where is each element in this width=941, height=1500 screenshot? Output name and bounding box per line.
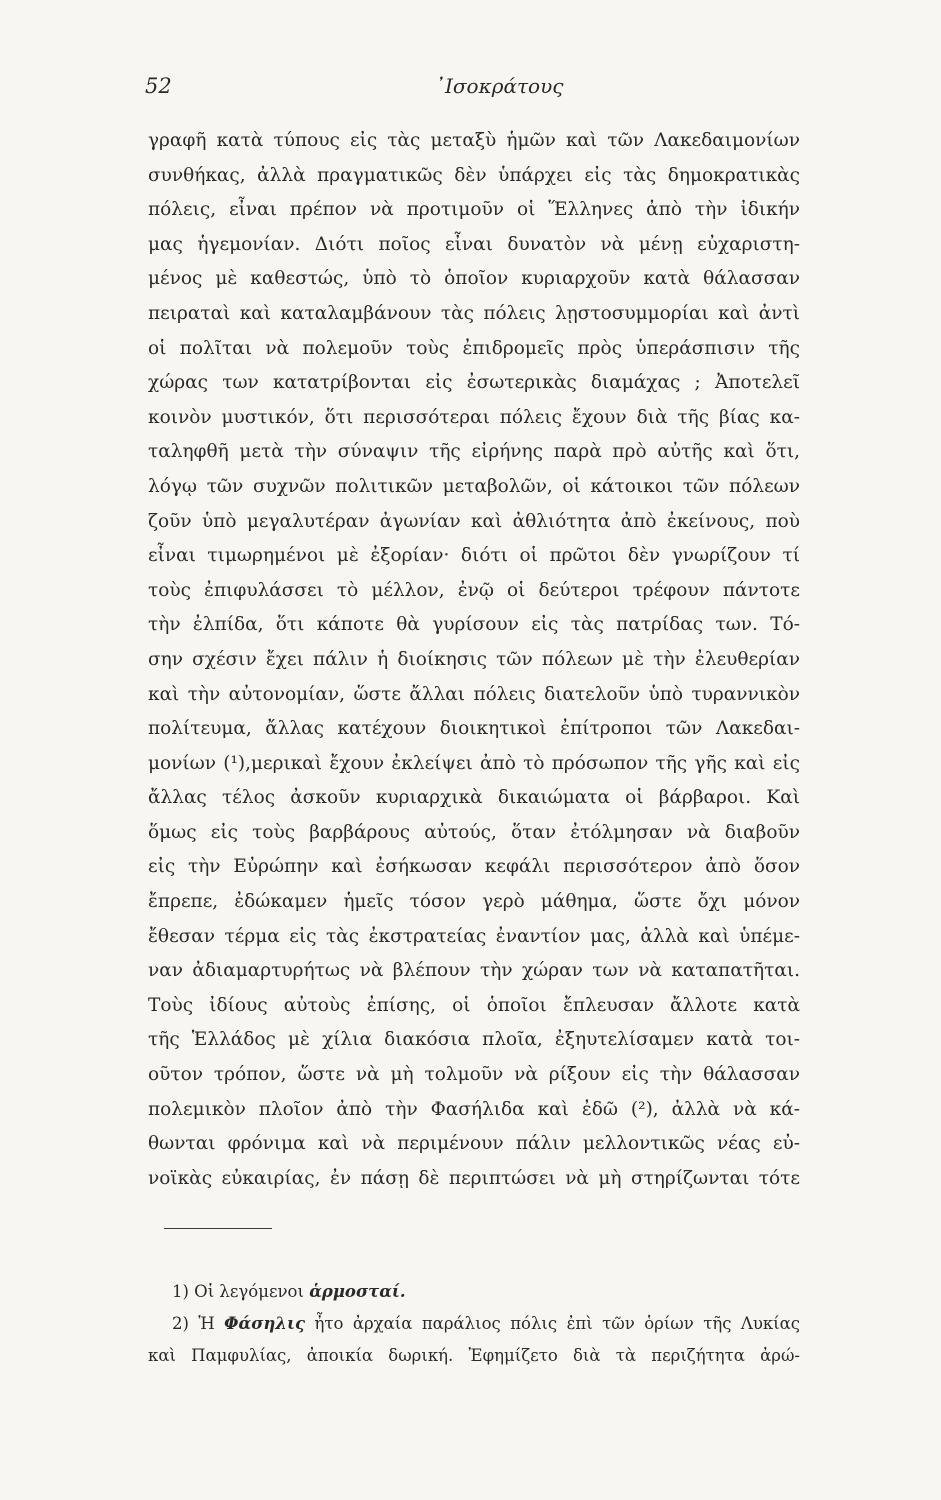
text-line: πόλεις, εἶναι πρέπον νὰ προτιμοῦν οἱ Ἕλληνες ἀπὸ τὴν ἰδικήν — [148, 199, 800, 221]
text-line: ὅμως εἰς τοὺς βαρβάρους αὐτούς, ὅταν ἐτόλμησαν νὰ διαβοῦν — [148, 821, 800, 843]
page-number: 52 — [145, 74, 172, 98]
text-line: συνθήκας, ἀλλὰ πραγματικῶς δὲν ὑπάρχει εἰς τὰς δημοκρατικὰς — [148, 164, 800, 186]
text-line: μονίων (¹),μερικαὶ ἔχουν ἐκλείψει ἀπὸ τὸ πρόσωπον τῆς γῆς καὶ εἰς — [148, 752, 800, 774]
footnote-1-text: 1) Οἱ λεγόμενοι — [172, 1282, 310, 1301]
text-line: λόγῳ τῶν συχνῶν πολιτικῶν μεταβολῶν, οἱ κάτοικοι τῶν πόλεων — [148, 475, 800, 497]
text-line: νοϊκὰς εὐκαιρίας, ἐν πάσῃ δὲ περιπτώσει νὰ μὴ στηρίζωνται τότε — [148, 1167, 800, 1189]
text-line: χώρας των κατατρίβονται εἰς ἐσωτερικὰς διαμάχας ; Ἀποτελεῖ — [148, 372, 800, 394]
text-line: οἱ πολῖται νὰ πολεμοῦν τοὺς ἐπιδρομεῖς πρὸς ὑπεράσπισιν τῆς — [148, 337, 800, 359]
text-line: εἰς τὴν Εὐρώπην καὶ ἐσήκωσαν κεφάλι περισσότερον ἀπὸ ὅσον — [148, 856, 800, 878]
footnote-2-text: ἦτο ἀρχαία παράλιος πόλις ἐπὶ τῶν ὁρίων τῆς Λυκίας — [305, 1314, 801, 1333]
text-line: τὴν ἐλπίδα, ὅτι κάποτε θὰ γυρίσουν εἰς τὰς πατρίδας των. Τό- — [148, 614, 800, 636]
running-head: ᾿Ισοκράτους — [435, 74, 564, 98]
text-line: εἶναι τιμωρημένοι μὲ ἐξορίαν· διότι οἱ πρῶτοι δὲν γνωρίζουν τί — [148, 545, 800, 567]
text-line: καὶ τὴν αὐτονομίαν, ὥστε ἄλλαι πόλεις διατελοῦν ὑπὸ τυραννικὸν — [148, 683, 800, 705]
text-line: γραφῆ κατὰ τύπους εἰς τὰς μεταξὺ ἡμῶν καὶ τῶν Λακεδαιμονίων — [148, 130, 800, 151]
text-line: τῆς Ἑλλάδος μὲ χίλια διακόσια πλοῖα, ἐξηυτελίσαμεν κατὰ τοι- — [148, 1029, 800, 1051]
text-line: πολεμικὸν πλοῖον ἀπὸ τὴν Φασήλιδα καὶ ἐδῶ (²), ἀλλὰ νὰ κά- — [148, 1098, 800, 1120]
text-line: ταληφθῆ μετὰ τὴν σύναψιν τῆς εἰρήνης παρὰ πρὸ αὐτῆς καὶ ὅτι, — [148, 441, 800, 463]
text-line: μένος μὲ καθεστώς, ὑπὸ τὸ ὁποῖον κυριαρχοῦν κατὰ θάλασσαν — [148, 268, 800, 290]
footnote-rule — [164, 1228, 272, 1229]
footnote-1 — [148, 1276, 800, 1308]
text-line: ναν ἀδιαμαρτυρήτως νὰ βλέπουν τὴν χώραν των νὰ καταπατῆται. — [148, 960, 800, 982]
text-line: ἔθεσαν τέρμα εἰς τὰς ἐκστρατείας ἐναντίον μας, ἀλλὰ καὶ ὑπέμε- — [148, 925, 800, 947]
footnote-2-continuation: καὶ Παμφυλίας, ἀποικία δωρική. Ἐφημίζετο διὰ τὰ περιζήτητα ἀρώ- — [148, 1346, 800, 1365]
text-line: κοινὸν μυστικόν, ὅτι περισσότεραι πόλεις ἔχουν διὰ τῆς βίας κα- — [148, 406, 800, 428]
footnote-2 — [148, 1308, 800, 1340]
text-line: σην σχέσιν ἔχει πάλιν ἡ διοίκησις τῶν πόλεων μὲ τὴν ἐλευθερίαν — [148, 648, 800, 670]
footnote-2-prefix: 2) Ἡ — [172, 1314, 225, 1333]
text-line: οῦτον τρόπον, ὥστε νὰ μὴ τολμοῦν νὰ ρίξουν εἰς τὴν θάλασσαν — [148, 1064, 800, 1086]
text-line: ἔπρεπε, ἐδώκαμεν ἡμεῖς τόσον γερὸ μάθημα, ὥστε ὄχι μόνον — [148, 891, 800, 913]
text-line: τοὺς ἐπιφυλάσσει τὸ μέλλον, ἐνῷ οἱ δεύτεροι τρέφουν πάντοτε — [148, 579, 800, 601]
footnotes — [148, 1276, 800, 1372]
footnote-1-term: ἁρμοσταί. — [309, 1282, 406, 1301]
page-header — [145, 74, 805, 104]
footnote-2-term: Φάσηλις — [224, 1314, 306, 1333]
body-text — [148, 124, 800, 1196]
text-line: ζοῦν ὑπὸ μεγαλυτέραν ἀγωνίαν καὶ ἀθλιότητα ἀπὸ ἐκείνους, ποὺ — [148, 510, 800, 532]
text-line: μας ἡγεμονίαν. Διότι ποῖος εἶναι δυνατὸν νὰ μένῃ εὐχαριστη- — [148, 233, 800, 255]
text-line: θωνται φρόνιμα καὶ νὰ περιμένουν πάλιν μελλοντικῶς νέας εὐ- — [148, 1133, 800, 1155]
text-line: ἄλλας τέλος ἀσκοῦν κυριαρχικὰ δικαιώματα οἱ βάρβαροι. Καὶ — [148, 787, 800, 809]
text-line: Τοὺς ἰδίους αὐτοὺς ἐπίσης, οἱ ὁποῖοι ἔπλευσαν ἄλλοτε κατὰ — [148, 994, 800, 1016]
text-line: πολίτευμα, ἄλλας κατέχουν διοικητικοὶ ἐπίτροποι τῶν Λακεδαι- — [148, 718, 800, 740]
text-line: πειραταὶ καὶ καταλαμβάνουν τὰς πόλεις λῃστοσυμμορίαι καὶ ἀντὶ — [148, 302, 800, 324]
